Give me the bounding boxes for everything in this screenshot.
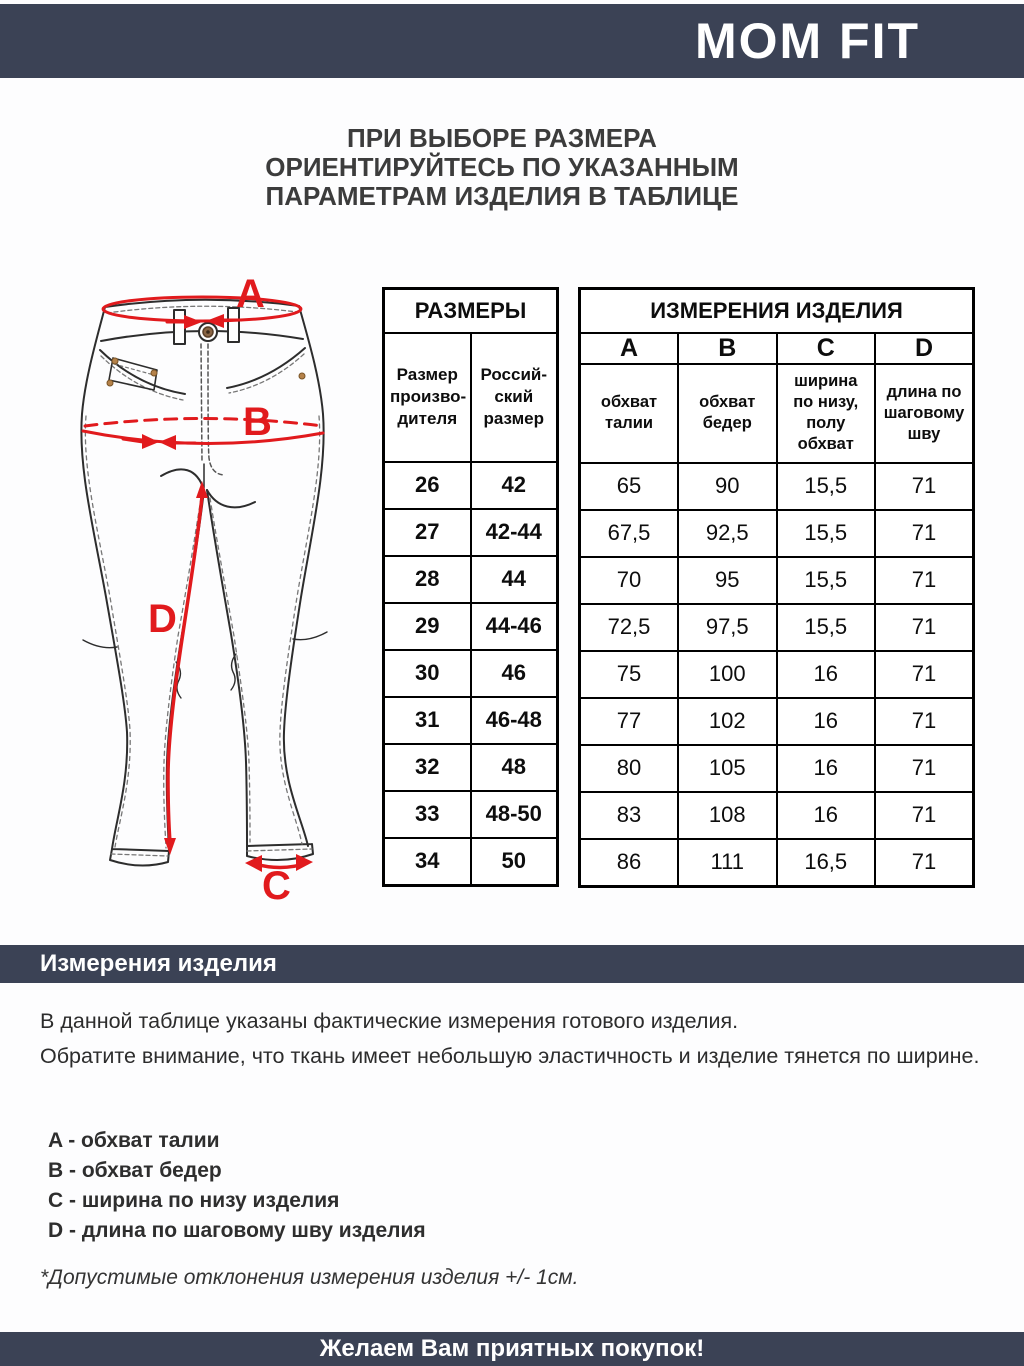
sizes-colheads-row — [384, 333, 558, 462]
measurements-title-row — [580, 289, 974, 333]
sizes-tbody — [384, 462, 558, 886]
measurement-cell-b: 105 — [678, 745, 777, 792]
sizes-title-row — [384, 289, 558, 333]
measurement-cell-c: 15,5 — [777, 463, 876, 510]
col-letter-b: B — [678, 333, 777, 364]
measurement-cell-a: 75 — [580, 651, 679, 698]
sizes-table-title: РАЗМЕРЫ — [384, 289, 558, 333]
measurement-cell-b: 108 — [678, 792, 777, 839]
measurement-cell-a: 72,5 — [580, 604, 679, 651]
measurement-cell-d: 71 — [875, 463, 974, 510]
size-cell-ru: 42-44 — [471, 509, 558, 556]
diagram-label-a: A — [236, 272, 265, 316]
size-row — [384, 744, 558, 791]
size-cell-mfr: 32 — [384, 744, 471, 791]
measurement-cell-d: 71 — [875, 839, 974, 887]
measurement-cell-a: 70 — [580, 557, 679, 604]
measurements-letters-row — [580, 333, 974, 364]
legend-item-a: A - обхват талии — [48, 1129, 220, 1152]
measurement-cell-b: 92,5 — [678, 510, 777, 557]
col-desc-c: ширина по низу, полу обхват — [777, 364, 876, 463]
legend-item-b: B - обхват бедер — [48, 1159, 222, 1182]
measurement-cell-d: 71 — [875, 698, 974, 745]
measurement-cell-c: 16 — [777, 651, 876, 698]
size-cell-mfr: 29 — [384, 603, 471, 650]
measurement-cell-d: 71 — [875, 510, 974, 557]
measurement-cell-a: 65 — [580, 463, 679, 510]
measurements-desc-row — [580, 364, 974, 463]
size-row — [384, 603, 558, 650]
size-cell-mfr: 28 — [384, 556, 471, 603]
size-cell-ru: 46 — [471, 650, 558, 697]
measurement-row — [580, 745, 974, 792]
intro-heading — [0, 124, 1004, 211]
diagram-label-c: C — [262, 864, 291, 907]
measurement-row — [580, 839, 974, 887]
measurement-legend — [48, 1126, 426, 1246]
jeans-outline — [81, 300, 327, 866]
footer-bar: Желаем Вам приятных покупок! — [0, 1332, 1024, 1366]
size-cell-ru: 48-50 — [471, 791, 558, 838]
measurement-row — [580, 651, 974, 698]
size-row — [384, 462, 558, 509]
col-desc-b: обхват бедер — [678, 364, 777, 463]
paragraph-fabric-stretch: Обратите внимание, что ткань имеет небольшую эластичность и изделие тянется по ширине. — [40, 1044, 980, 1068]
measurements-table — [578, 287, 975, 888]
measurement-cell-c: 16 — [777, 698, 876, 745]
legend-item-c: C - ширина по низу изделия — [48, 1189, 340, 1212]
measurement-cell-d: 71 — [875, 792, 974, 839]
measurement-annotations — [83, 297, 323, 872]
size-row — [384, 697, 558, 744]
measurement-row — [580, 463, 974, 510]
measurement-cell-a: 86 — [580, 839, 679, 887]
measurement-cell-d: 71 — [875, 557, 974, 604]
measurement-cell-b: 102 — [678, 698, 777, 745]
size-cell-mfr: 34 — [384, 838, 471, 886]
col-letter-d: D — [875, 333, 974, 364]
measurement-cell-d: 71 — [875, 745, 974, 792]
size-row — [384, 650, 558, 697]
measurement-cell-c: 15,5 — [777, 604, 876, 651]
measurement-row — [580, 604, 974, 651]
measurement-cell-b: 97,5 — [678, 604, 777, 651]
size-cell-ru: 46-48 — [471, 697, 558, 744]
measurement-cell-d: 71 — [875, 651, 974, 698]
size-row — [384, 838, 558, 886]
measurement-cell-c: 15,5 — [777, 510, 876, 557]
size-cell-ru: 48 — [471, 744, 558, 791]
tolerance-note: *Допустимые отклонения измерения изделия +/- 1см. — [40, 1266, 579, 1289]
measurement-cell-a: 67,5 — [580, 510, 679, 557]
intro-line-3: ПАРАМЕТРАМ ИЗДЕЛИЯ В ТАБЛИЦЕ — [265, 181, 739, 211]
measurement-cell-c: 16,5 — [777, 839, 876, 887]
size-row — [384, 556, 558, 603]
measurement-cell-a: 83 — [580, 792, 679, 839]
size-cell-mfr: 27 — [384, 509, 471, 556]
section-bar-measurements: Измерения изделия — [0, 945, 1024, 983]
measurement-row — [580, 698, 974, 745]
col-letter-c: C — [777, 333, 876, 364]
measurement-cell-a: 77 — [580, 698, 679, 745]
measurement-cell-b: 100 — [678, 651, 777, 698]
measurements-table-title: ИЗМЕРЕНИЯ ИЗДЕЛИЯ — [580, 289, 974, 333]
measurement-row — [580, 510, 974, 557]
jeans-measurement-diagram — [55, 262, 385, 907]
col-desc-a: обхват талии — [580, 364, 679, 463]
diagram-label-b: B — [243, 400, 272, 444]
col-size-ru: Россий-ский размер — [471, 333, 558, 462]
measurement-cell-b: 95 — [678, 557, 777, 604]
measurement-cell-a: 80 — [580, 745, 679, 792]
size-cell-mfr: 31 — [384, 697, 471, 744]
size-cell-ru: 44 — [471, 556, 558, 603]
size-cell-mfr: 33 — [384, 791, 471, 838]
measurement-cell-d: 71 — [875, 604, 974, 651]
measurement-cell-b: 111 — [678, 839, 777, 887]
col-letter-a: A — [580, 333, 679, 364]
measurement-cell-b: 90 — [678, 463, 777, 510]
measurement-row — [580, 792, 974, 839]
size-row — [384, 791, 558, 838]
measurement-cell-c: 16 — [777, 745, 876, 792]
intro-line-2: ОРИЕНТИРУЙТЕСЬ ПО УКАЗАННЫМ — [265, 152, 739, 182]
col-desc-d: длина по шаговому шву — [875, 364, 974, 463]
legend-item-d: D - длина по шаговому шву изделия — [48, 1219, 426, 1242]
sizes-table — [382, 287, 559, 887]
measurements-tbody — [580, 463, 974, 887]
measurement-cell-c: 16 — [777, 792, 876, 839]
intro-line-1: ПРИ ВЫБОРЕ РАЗМЕРА — [347, 123, 657, 153]
diagram-label-d: D — [148, 597, 177, 641]
size-cell-ru: 42 — [471, 462, 558, 509]
size-cell-ru: 44-46 — [471, 603, 558, 650]
size-cell-mfr: 26 — [384, 462, 471, 509]
col-size-mfr: Размер произво-дителя — [384, 333, 471, 462]
brand-title: MOM FIT — [694, 13, 920, 69]
top-brand-bar — [0, 4, 1024, 78]
size-row — [384, 509, 558, 556]
paragraph-actual-measurements: В данной таблице указаны фактические измерения готового изделия. — [40, 1009, 739, 1033]
size-cell-ru: 50 — [471, 838, 558, 886]
size-cell-mfr: 30 — [384, 650, 471, 697]
measurement-row — [580, 557, 974, 604]
measurement-cell-c: 15,5 — [777, 557, 876, 604]
